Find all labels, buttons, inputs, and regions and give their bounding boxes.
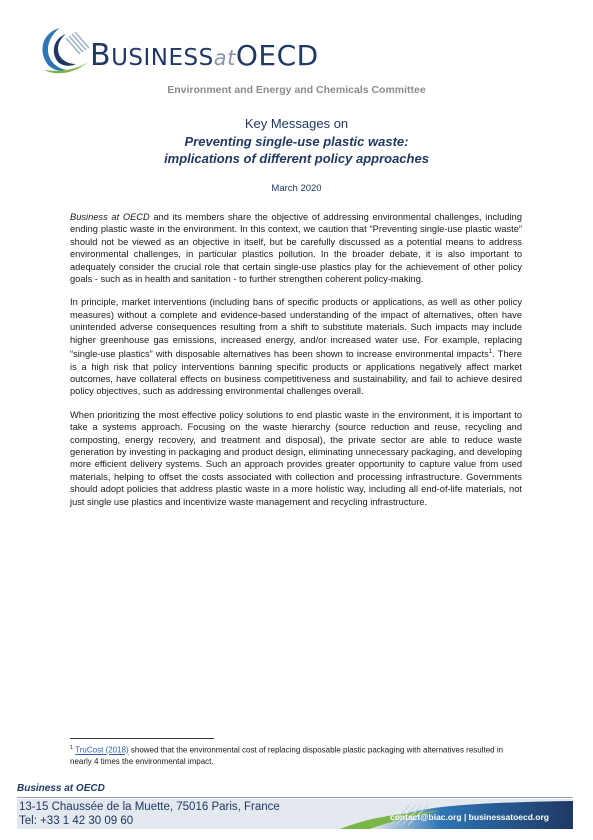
org-name-italic: Business at OECD — [70, 212, 150, 222]
footer-telephone: Tel: +33 1 42 30 09 60 — [19, 815, 134, 827]
footnote-ref-1[interactable]: 1 — [488, 349, 493, 356]
trucost-link[interactable]: TruCost (2018) — [75, 745, 129, 755]
paragraph-1 — [70, 211, 522, 285]
business-at-oecd-logo — [36, 24, 376, 80]
document-date: March 2020 — [271, 183, 322, 194]
footnote-text: showed that the environmental cost of replacing disposable plastic packaging with alternatives resulted in nearly 4 times the environmental impact. — [70, 745, 504, 766]
footer-address: 13-15 Chaussée de la Muette, 75016 Paris, France — [19, 801, 280, 813]
committee-name: Environment and Energy and Chemicals Committee — [167, 84, 426, 96]
swoosh-logo-icon — [36, 24, 96, 80]
footnote-number: 1 — [70, 745, 74, 751]
logo-oecd: OECD — [235, 39, 319, 72]
footer-brand: Business at OECD — [17, 783, 105, 794]
title-line-1: Preventing single-use plastic waste: — [184, 134, 409, 149]
paragraph-2 — [70, 296, 522, 397]
footer-contact-links[interactable]: contact@biac.org | businessatoecd.org — [390, 812, 549, 822]
paragraph-3: When prioritizing the most effective policy solutions to end plastic waste in the environment, it is important to take a systems approach. Focusing on the waste hierarchy (source reduction and reuse, recycling and composting, energy recovery, and treatment and disposal), the private sector are able to reduce waste generation by investing in packaging and product design, eliminating unnecessary packaging, and developing more efficient delivery systems. Such an approach provides greater opportunity to capture value from used materials, helping to offset the costs associated with collection and processing infrastructure. Governments should adopt policies that address plastic waste in a more holistic way, including all end-of-life materials, not just single use plastics and incentivize waste management and recycling infrastructure. — [70, 409, 522, 507]
paragraph-2-text-b: . There is a high risk that policy interventions banning specific products or applications negatively affect market outcomes, have collateral effects on business competitiveness and sustainability, and fail to achieve desired policy objectives, such as addressing environmental challenges overall. — [70, 349, 522, 397]
document-title — [0, 133, 593, 167]
footnote-divider — [70, 738, 214, 739]
logo-wordmark — [90, 38, 319, 73]
footer-divider — [17, 797, 573, 798]
body-text — [70, 211, 522, 519]
paragraph-2-text-a: In principle, market interventions (including bans of specific products or applications, as well as other policy measures) without a complete and evidence-based understanding of the impact of alternatives, often have unintended adverse consequences resulting from a shift to substitute materials. Such impacts may include higher greenhouse gas emissions, increased energy, and/or increased water use. For example, replacing “single-use plastics” with disposable alternatives has been shown to increase environmental impacts — [70, 297, 522, 360]
footnote — [70, 743, 522, 767]
key-messages-heading: Key Messages on — [244, 116, 349, 131]
title-line-2: implications of different policy approaches — [164, 151, 429, 166]
paragraph-1-text: and its members share the objective of addressing environmental challenges, including ending plastic waste in the environment. In this context, we caution that “Preventing single-use plastic waste” should not be viewed as an objective in itself, but be carefully discussed as a potential means to address environmental challenges, in particular plastics pollution. In the broader debate, it is also important to adequately consider the crucial role that certain single-use plastics play for the achievement of other policy goals - such as in health and sanitation - to further strengthen coherent policy-making. — [70, 212, 522, 285]
logo-letter-b: B — [90, 38, 112, 73]
logo-letters-usiness: USINESS — [111, 45, 214, 71]
logo-at: at — [213, 46, 236, 70]
